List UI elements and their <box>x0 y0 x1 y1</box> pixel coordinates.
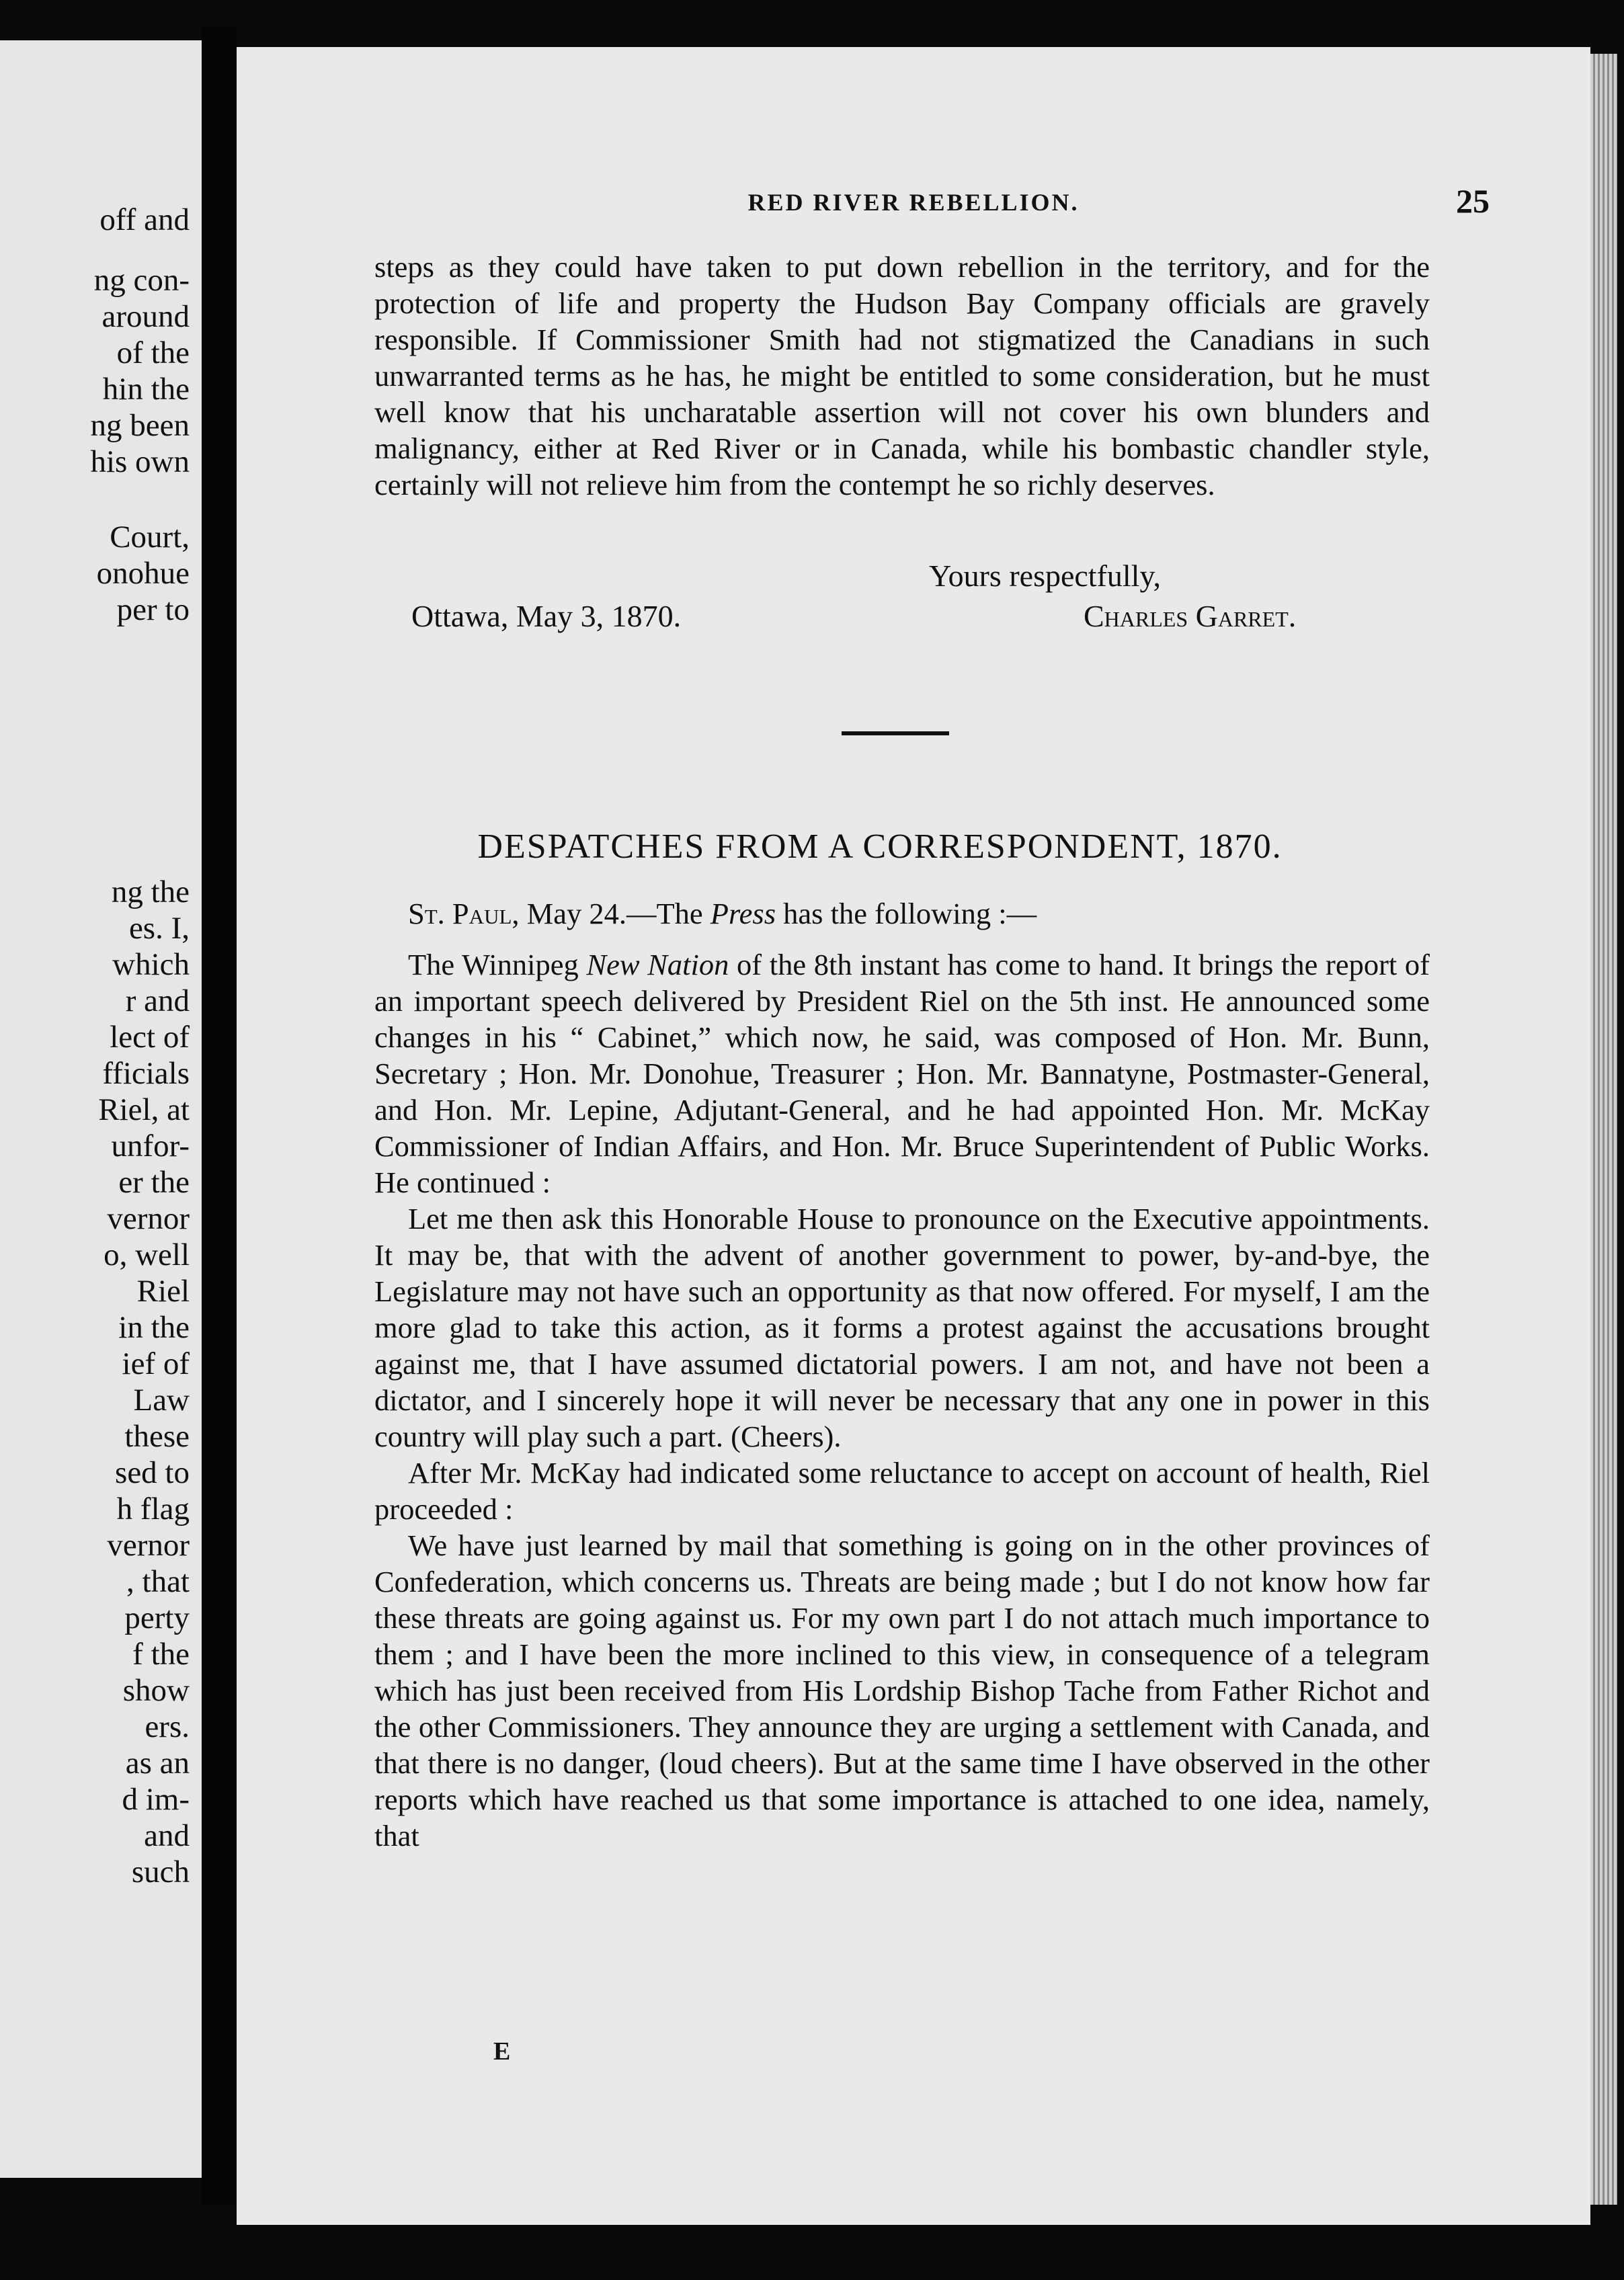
left-page-line: ng con- <box>93 263 190 298</box>
left-page-line: hin the <box>102 372 190 407</box>
p1-lead: The Winnipeg <box>408 948 587 981</box>
left-page-line: f the <box>132 1637 190 1672</box>
left-page-line: show <box>122 1673 190 1708</box>
left-page-line: per to <box>116 592 190 627</box>
left-page-line: er the <box>118 1165 190 1200</box>
page-edges <box>1590 54 1617 2205</box>
left-page-line: es. I, <box>128 911 190 946</box>
left-page-line: these <box>124 1419 190 1454</box>
left-page-line: his own <box>90 444 190 479</box>
right-page <box>237 47 1590 2225</box>
left-page-line: Law <box>133 1383 190 1418</box>
left-page-line: around <box>102 299 190 334</box>
left-page-line: d im- <box>122 1782 190 1817</box>
letter-closing: Yours respectfully, <box>929 559 1161 593</box>
letter-paragraph: steps as they could have taken to put down rebellion in the territory, and for the protection of life and property the Hudson Bay Company officials are gravely responsible. If Commissioner Smith had not stigmatized the Canadians in such unwarranted terms as he has, he might be entitled to some consideration, but he must well know that his uncharatable assertion will not cover his own blunders and malignancy, either at Red River or in Canada, while his bombastic chandler style, certainly will not relieve him from the contempt he so richly deserves. <box>374 250 1430 501</box>
left-page-line: Court, <box>110 520 190 555</box>
left-page-line: such <box>131 1855 190 1889</box>
left-page-line: o, well <box>104 1237 190 1272</box>
left-page-line: vernor <box>107 1528 190 1563</box>
left-page-line: lect of <box>110 1020 190 1055</box>
signature-mark: E <box>493 2037 511 2066</box>
despatch-paragraph-4: We have just learned by mail that something is going on in the other provinces of Confederation, which concerns us. Threats are being made ; but I do not know how far these threats are going against us. For my own part I do not attach much importance to them ; and I have been the more inclined to this view, in consequence of a telegram which has just been received from His Lordship Bishop Tache from Father Richot and the other Commissioners. They announce they are urging a settlement with Canada, and that there is no danger, (loud cheers). But at the same time I have observed in the other reports which have reached us that some importance is attached to one idea, namely, that <box>374 1529 1430 1852</box>
despatch-paragraph-3: After Mr. McKay had indicated some reluctance to accept on account of health, Riel proceeded : <box>374 1456 1430 1526</box>
letter-place-date: Ottawa, May 3, 1870. <box>411 599 682 633</box>
p1-paper: New Nation <box>586 948 729 981</box>
left-page-line: r and <box>125 983 190 1018</box>
running-head: RED RIVER REBELLION. <box>747 189 1080 216</box>
left-page-line: onohue <box>96 556 190 591</box>
left-page-fragment <box>0 40 202 2178</box>
dateline-place: St. Paul, <box>408 897 520 930</box>
left-page-line: and <box>144 1818 190 1853</box>
dateline-paper: Press <box>710 897 776 930</box>
left-page-line: off and <box>99 202 190 237</box>
p1-body: of the 8th instant has come to hand. It brings the report of an important speech delivered by President Riel on the 5th inst. He announced some changes in his “ Cabinet,” which now, he said, was composed of Hon. Mr. Bunn, Secretary ; Hon. Mr. Donohue, Treasurer ; Hon. Mr. Bannatyne, Postmaster-General, and Hon. Mr. Lepine, Adjutant-General, and he had appointed Hon. Mr. McKay Commissioner of Indian Affairs, and Hon. Mr. Bruce Superintendent of Public Works. He continued : <box>374 948 1430 1199</box>
despatch-body <box>374 895 1430 1854</box>
left-page-line: which <box>112 947 190 982</box>
letter-body <box>374 249 1430 503</box>
left-page-line: ers. <box>145 1709 190 1744</box>
left-page-line: Riel, at <box>98 1092 190 1127</box>
section-divider <box>842 731 949 735</box>
left-page-line: , that <box>126 1564 190 1599</box>
dateline-end: has the following :— <box>776 897 1037 930</box>
left-page-line: of the <box>116 335 190 370</box>
left-page-line: Riel <box>136 1274 190 1309</box>
page-number: 25 <box>1456 182 1490 220</box>
letter-signature: Charles Garret. <box>1084 599 1297 633</box>
left-page-line: vernor <box>107 1201 190 1236</box>
section-title: DESPATCHES FROM A CORRESPONDENT, 1870. <box>477 827 1283 866</box>
despatch-paragraph-1 <box>374 946 1430 1200</box>
dateline-text: May 24.—The <box>519 897 710 930</box>
left-page-line: in the <box>118 1310 190 1345</box>
dateline <box>374 895 1430 932</box>
book-gutter <box>202 27 237 2205</box>
left-page-line: ng been <box>90 408 190 443</box>
left-page-line: as an <box>125 1746 190 1781</box>
left-page-line: fficials <box>102 1056 190 1091</box>
left-page-line: ng the <box>111 874 190 909</box>
left-page-line: h flag <box>116 1492 190 1526</box>
left-page-line: sed to <box>115 1455 190 1490</box>
letter-signoff <box>237 558 1590 692</box>
despatch-paragraph-2: Let me then ask this Honorable House to pronounce on the Executive appointments. It may be, that with the advent of another government to power, by-and-bye, the Legislature may not have such an opportunity as that now offered. For myself, I am the more glad to take this action, as it forms a protest against the accusations brought against me, that I have assumed dictatorial powers. I am not, and have not been a dictator, and I sincerely hope it will never be necessary that any one in power in this country will play such a part. (Cheers). <box>374 1202 1430 1453</box>
left-page-line: unfor- <box>111 1129 190 1164</box>
left-page-line: perty <box>124 1600 190 1635</box>
left-page-line: ief of <box>122 1346 190 1381</box>
